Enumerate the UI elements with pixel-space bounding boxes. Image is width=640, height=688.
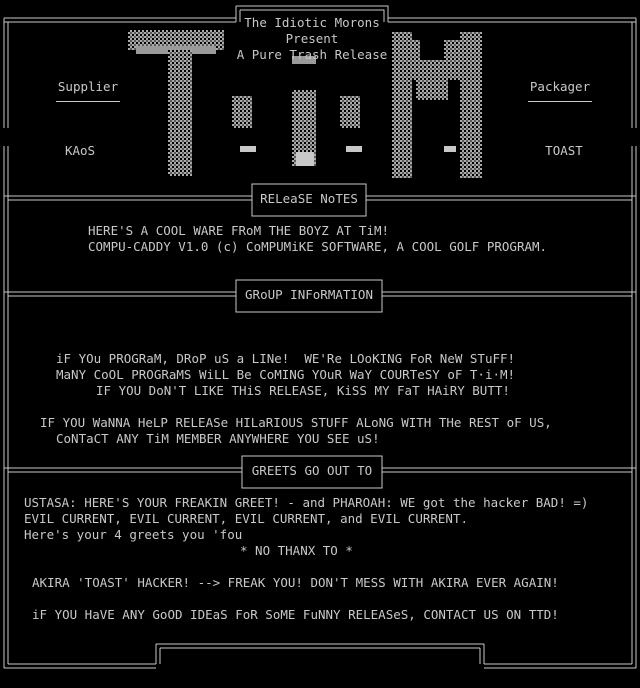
group-info-line-4: IF YOU WaNNA HeLP RELEASe HILaRIOUS STUFF ALoNG WITH THe REST oF US, bbox=[40, 415, 552, 430]
release-notes-line-2: COMPU-CADDY V1.0 (c) CoMPUMiKE SOFTWARE, A COOL GOLF PROGRAM. bbox=[88, 239, 548, 254]
packager-value: TOAST bbox=[545, 143, 583, 158]
group-info-line-2: MaNY CoOL PROGRaMS WiLL Be CoMING YOuR WaY COURTeSY oF T·i·M! bbox=[56, 367, 516, 382]
header-line-3: A Pure Trash Release bbox=[236, 47, 388, 62]
release-notes-title: RELeaSE NoTES bbox=[253, 191, 365, 207]
greets-line-2: EVIL CURRENT, EVIL CURRENT, EVIL CURRENT, and EVIL CURRENT. bbox=[24, 511, 469, 526]
greets-line-3: Here's your 4 greets you 'fou bbox=[24, 527, 243, 542]
group-info-line-5: CoNTaCT ANY TiM MEMBER ANYWHERE YOU SEE uS! bbox=[56, 431, 380, 446]
packager-label: Packager bbox=[529, 79, 591, 94]
supplier-value: KAoS bbox=[64, 143, 96, 158]
supplier-underline bbox=[56, 101, 120, 102]
header-line-2: Present bbox=[285, 31, 339, 46]
release-notes-line-1: HERE'S A COOL WARE FRoM THE BOYZ AT TiM! bbox=[88, 223, 390, 238]
greets-line-1: USTASA: HERE'S YOUR FREAKIN GREET! - and PHAROAH: WE got the hacker BAD! =) bbox=[24, 495, 589, 510]
supplier-label: Supplier bbox=[57, 79, 119, 94]
group-info-title: GRoUP INFoRMATION bbox=[237, 287, 381, 303]
greets-line-6: iF YOU HaVE ANY GoOD IDEaS FoR SoME FuNNY RELEASeS, CONTACT US ON TTD! bbox=[32, 607, 559, 622]
packager-underline bbox=[528, 101, 592, 102]
header-line-1: The Idiotic Morons bbox=[244, 15, 380, 30]
greets-line-5: AKIRA 'TOAST' HACKER! --> FREAK YOU! DON'T MESS WITH AKIRA EVER AGAIN! bbox=[32, 575, 559, 590]
greets-title: GREETS GO OUT TO bbox=[243, 463, 381, 479]
greets-line-4: * NO THANX TO * bbox=[240, 543, 353, 558]
group-info-line-3: IF YOU DoN'T LIKE THiS RELEASE, KiSS MY FaT HAiRY BUTT! bbox=[96, 383, 510, 398]
group-info-line-1: iF YOu PROGRaM, DRoP uS a LINe! WE'Re LOoKING FoR NeW STuFF! bbox=[56, 351, 516, 366]
